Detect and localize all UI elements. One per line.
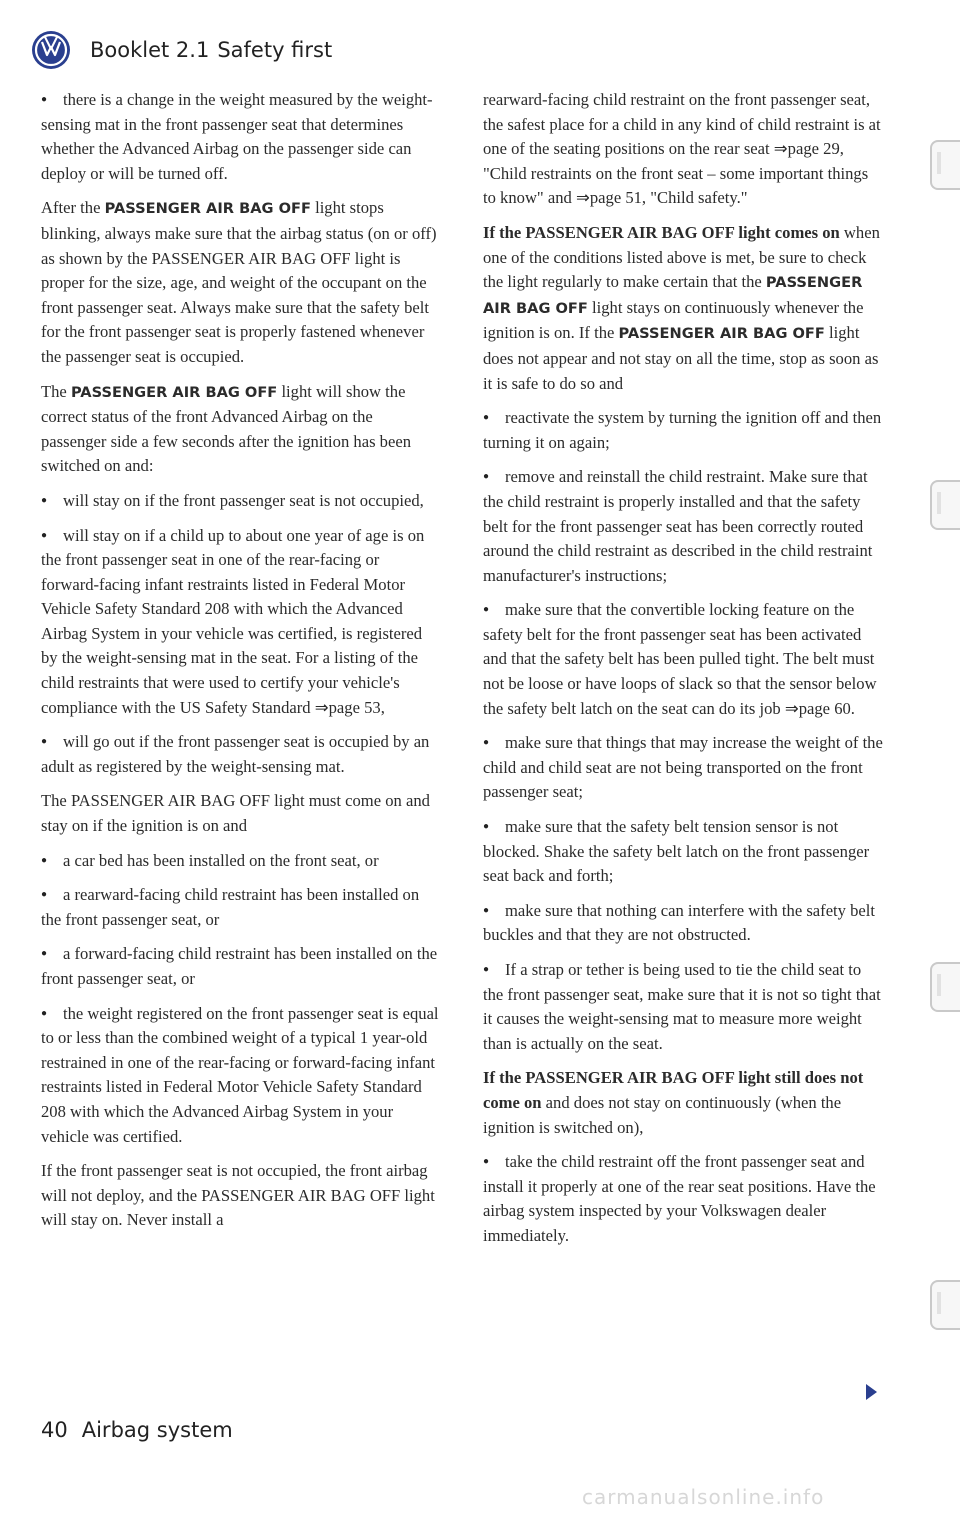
booklet-label: Booklet 2.1 [90,38,210,62]
list-item: ● reactivate the system by turning the ignition off and then turning it on again; [483,406,885,455]
page-tab-icon [930,962,960,1012]
paragraph: The PASSENGER AIR BAG OFF light will show the correct status of the front Advanced Airbag on the passenger side a few seconds after the ignition has been switched on and: [41,381,412,476]
list-item: ● remove and reinstall the child restraint. Make sure that the child restraint is properly installed and that the safety belt for the front passenger seat has been correctly routed around the child restraint as described in the child restraint manufacturer's instructions; [483,465,885,588]
paragraph: After the PASSENGER AIR BAG OFF light stops blinking, always make sure that the airbag status (on or off) as shown by the PASSENGER AIR BAG OFF light is proper for the size, age, and weight of the occupant on the front passenger seat. Always make sure that the safety belt for the front passenger seat is properly fastened whenever the passenger seat is occupied. [41,198,437,366]
list-item: ● a forward-facing child restraint has been installed on the front passenger seat, or [41,942,440,991]
page-tab-icon [930,140,960,190]
paragraph: The PASSENGER AIR BAG OFF light must come on and stay on if the ignition is on and [41,791,430,836]
list-item: ● make sure that things that may increase the weight of the child and child seat are not being transported on the front passenger seat; [483,731,885,805]
paragraph: If the PASSENGER AIR BAG OFF light still does not come on and does not stay on continuously (when the ignition is switched on), [483,1068,864,1137]
list-item: ● take the child restraint off the front passenger seat and install it properly at one of the rear seat positions. Have the airbag system inspected by your Volkswagen dealer immediately. [483,1150,885,1248]
list-item: ● If a strap or tether is being used to tie the child seat to the front passenger seat, make sure that it is not so tight that it causes the weight-sensing mat to measure more weight than is actually on the seat. [483,958,885,1056]
paragraph: If the PASSENGER AIR BAG OFF light comes on when one of the conditions listed above is met, be sure to check the light regularly to make certain that the PASSENGER AIR BAG OFF light stays on continuously whenever the ignition is on. If the PASSENGER AIR BAG OFF light does not appear and not stay on all the time, stop as soon as it is safe to do so and [483,222,880,393]
booklet-title [90,38,332,62]
page-tab-icon [930,480,960,530]
list-item: ● the weight registered on the front passenger seat is equal to or less than the combined weight of a typical 1 year-old restrained in one of the rear-facing or forward-facing infant restraints listed in Federal Motor Vehicle Safety Standard 208 with which the Advanced Airbag System in your vehicle was certified. [41,1002,440,1150]
section-label: Safety first [217,38,333,62]
list-item: ● a rearward-facing child restraint has been installed on the front passenger seat, or [41,883,440,932]
indicator-name: PASSENGER AIR BAG OFF [104,200,311,218]
continue-arrow-icon [866,1384,877,1400]
page-header [32,30,332,70]
list-item: ● will stay on if a child up to about one year of age is on the front passenger seat in one of the rear-facing or forward-facing infant restraints listed in Federal Motor Vehicle Safety Standard 208 with which the Advanced Airbag System in your vehicle was certified, is registered by the weight-sensing mat in the seat. For a listing of the child restraints that were used to certify your vehicle's compliance with the US Safety Standard ⇒page 53, [41,524,440,721]
paragraph: rearward-facing child restraint on the front passenger seat, the safest place for a child in any kind of child restraint is at one of the seating positions on the rear seat ⇒page 29, "Child restraints on the front seat – some important things to know" and ⇒page 51, "Child safety." [483,90,881,208]
paragraph: If the front passenger seat is not occupied, the front airbag will not deploy, and the PASSENGER AIR BAG OFF light will stay on. Never install a [41,1161,435,1230]
subheading: If the PASSENGER AIR BAG OFF light comes on [483,222,840,242]
subheading: If the PASSENGER AIR BAG OFF light still does not come on [483,1068,864,1112]
indicator-name: PASSENGER AIR BAG OFF [618,325,825,343]
list-item: ● make sure that the convertible locking feature on the safety belt for the front passenger seat has been activated and that the safety belt has been pulled tight. The belt must not be loose or have loops of slack so that the sensor below the safety belt latch on the seat can do its job ⇒page 60. [483,598,885,721]
page-footer [41,1418,233,1442]
indicator-name: PASSENGER AIR BAG OFF [483,274,863,317]
page-number: 40 [41,1418,68,1442]
list-item: ● there is a change in the weight measured by the weight-sensing mat in the front passenger seat that determines whether the Advanced Airbag on the passenger side can deploy or will be turned off. [41,88,440,186]
left-column [41,88,440,1243]
list-item: ● make sure that the safety belt tension sensor is not blocked. Shake the safety belt latch on the front passenger seat back and forth; [483,815,885,889]
list-item: ● make sure that nothing can interfere with the safety belt buckles and that they are not obstructed. [483,899,885,948]
list-item: ● will stay on if the front passenger seat is not occupied, [41,489,440,514]
list-item: ● a car bed has been installed on the front seat, or [41,849,440,874]
page-tab-icon [930,1280,960,1330]
list-item: ● will go out if the front passenger seat is occupied by an adult as registered by the weight-sensing mat. [41,730,440,779]
chapter-title: Airbag system [81,1418,233,1442]
indicator-name: PASSENGER AIR BAG OFF [70,383,278,401]
right-column [483,88,885,1259]
watermark: carmanualsonline.info [582,1485,825,1509]
vw-logo-icon [32,31,70,69]
